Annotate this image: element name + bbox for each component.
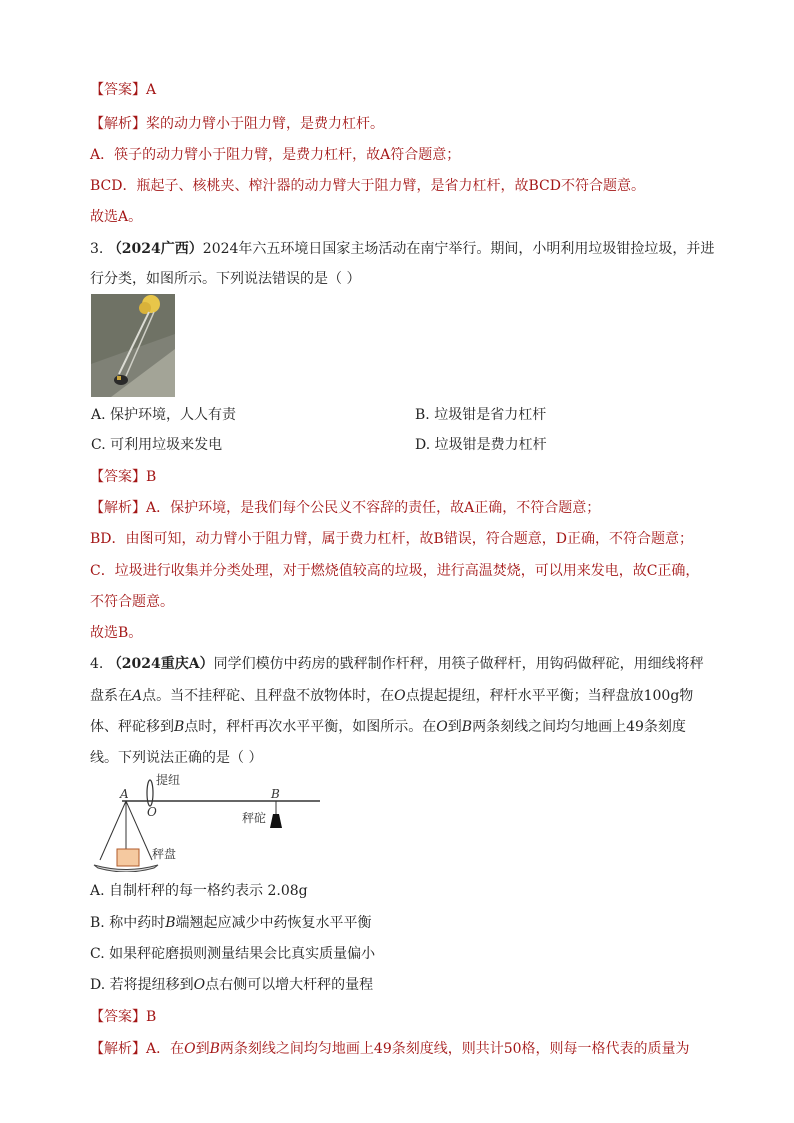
analysis-option-a: A．筷子的动力臂小于阻力臂，是费力杠杆，故A符合题意； (90, 147, 461, 163)
question-source: （2024广西） (107, 241, 203, 257)
q4-option-c: C. 如果秤砣磨损则测量结果会比真实质量偏小 (90, 946, 376, 962)
text-segment: 点。当不挂秤砣、且秤盘不放物体时，在 (142, 688, 395, 704)
label-chengpan: 秤盘 (152, 847, 177, 861)
point-label: A (132, 688, 143, 704)
point-label: O (436, 719, 448, 735)
question-3-line-2: 行分类，如图所示。下列说法错误的是（ ） (90, 271, 361, 287)
answer-line-3 (90, 467, 156, 487)
analysis-line-3a (90, 498, 600, 518)
question-text: 同学们模仿中药房的戥秤制作杆秤，用筷子做秤杆，用钩码做秤砣，用细线将秤 (213, 656, 704, 672)
answer-tag: 【答案】 (90, 469, 146, 485)
point-label: O (193, 977, 206, 993)
answer-tag: 【答案】 (90, 1009, 146, 1025)
analysis-tag: 【解析】 (90, 500, 146, 516)
point-label: B (461, 719, 473, 735)
text-segment: 两条刻线之间均匀地画上49条刻度线，则共计50格，则每一格代表的质量为 (219, 1041, 690, 1057)
point-label: O (394, 688, 406, 704)
question-4-line-1 (90, 654, 704, 674)
label-b: B (271, 787, 280, 801)
point-label: B (209, 1041, 220, 1057)
text-segment: 点时，秤杆再次水平平衡，如图所示。在 (184, 719, 437, 735)
text-segment: 盘系在 (90, 688, 132, 704)
option-c: C. 可利用垃圾来发电 (91, 437, 223, 453)
question-3-line-1 (90, 239, 714, 259)
analysis-option-bcd: BCD．瓶起子、核桃夹、榨汁器的动力臂大于阻力臂，是省力杠杆，故BCD不符合题意。 (90, 178, 645, 194)
label-o: O (147, 805, 157, 819)
text-segment: 到 (195, 1041, 210, 1057)
analysis-line-4a (90, 1039, 690, 1059)
question-4-line-2 (90, 686, 693, 706)
question-number: 4. (90, 656, 104, 672)
text-segment: 体、秤砣移到 (90, 719, 174, 735)
label-a: A (120, 787, 129, 801)
text-segment: A．在 (146, 1041, 185, 1057)
analysis-line-3bd: BD．由图可知，动力臂小于阻力臂，属于费力杠杆，故B错误，符合题意，D正确，不符合题意； (90, 531, 694, 547)
question-source: （2024重庆A） (107, 656, 214, 672)
option-a: A. 保护环境，人人有责 (91, 407, 237, 423)
question-4-line-3 (90, 717, 686, 737)
question-text: 2024年六五环境日国家主场活动在南宁举行。期间，小明利用垃圾钳捡垃圾，并进 (202, 241, 715, 257)
question-4-line-4: 线。下列说法正确的是（ ） (90, 750, 263, 766)
weight-object (117, 849, 139, 866)
point-label: B (165, 915, 176, 931)
analysis-tag: 【解析】 (90, 1041, 146, 1057)
answer-value: B (146, 1009, 157, 1025)
conclusion-3: 故选B。 (90, 625, 143, 641)
text-segment: D. 若将提纽移到 (90, 977, 194, 993)
text-segment: 两条刻线之间均匀地画上49条刻度 (472, 719, 686, 735)
answer-line-4 (90, 1007, 156, 1027)
answer-line-1 (90, 80, 156, 100)
q4-option-d (90, 975, 373, 995)
text-segment: 端翘起应减少中药恢复水平平衡 (175, 915, 372, 931)
steelyard-diagram (92, 772, 332, 876)
conclusion-1: 故选A。 (90, 209, 143, 225)
answer-tag: 【答案】 (90, 82, 146, 98)
analysis-tag: 【解析】 (90, 116, 146, 132)
option-b: B. 垃圾钳是省力杠杆 (415, 407, 547, 423)
trash-picker-photo (91, 294, 175, 397)
text-segment: 到 (447, 719, 462, 735)
analysis-text: A．保护环境，是我们每个公民义不容辞的责任，故A正确，不符合题意； (146, 500, 601, 516)
answer-value: A (146, 82, 157, 98)
text-segment: 点提起提纽，秤杆水平平衡；当秤盘放100g物 (405, 688, 694, 704)
analysis-line-1 (90, 114, 384, 134)
text-segment: B. 称中药时 (90, 915, 166, 931)
point-label: O (184, 1041, 196, 1057)
text-segment: 点右侧可以增大杆秤的量程 (205, 977, 374, 993)
q4-option-b (90, 913, 372, 933)
analysis-line-3c2: 不符合题意。 (90, 594, 174, 610)
label-tiniu: 提纽 (156, 773, 181, 787)
lifting-knob (147, 780, 153, 806)
sliding-weight (270, 814, 282, 828)
answer-value: B (146, 469, 157, 485)
option-d: D. 垃圾钳是费力杠杆 (415, 437, 547, 453)
question-number: 3. (90, 241, 104, 257)
point-label: B (174, 719, 185, 735)
q4-option-a: A. 自制杆秤的每一格约表示 2.08g (90, 883, 308, 899)
analysis-line-3c1: C．垃圾进行收集并分类处理，对于燃烧值较高的垃圾，进行高温焚烧，可以用来发电，故C正确， (90, 563, 700, 579)
analysis-text: 桨的动力臂小于阻力臂，是费力杠杆。 (146, 116, 384, 132)
label-chengtuo: 秤砣 (242, 811, 267, 825)
